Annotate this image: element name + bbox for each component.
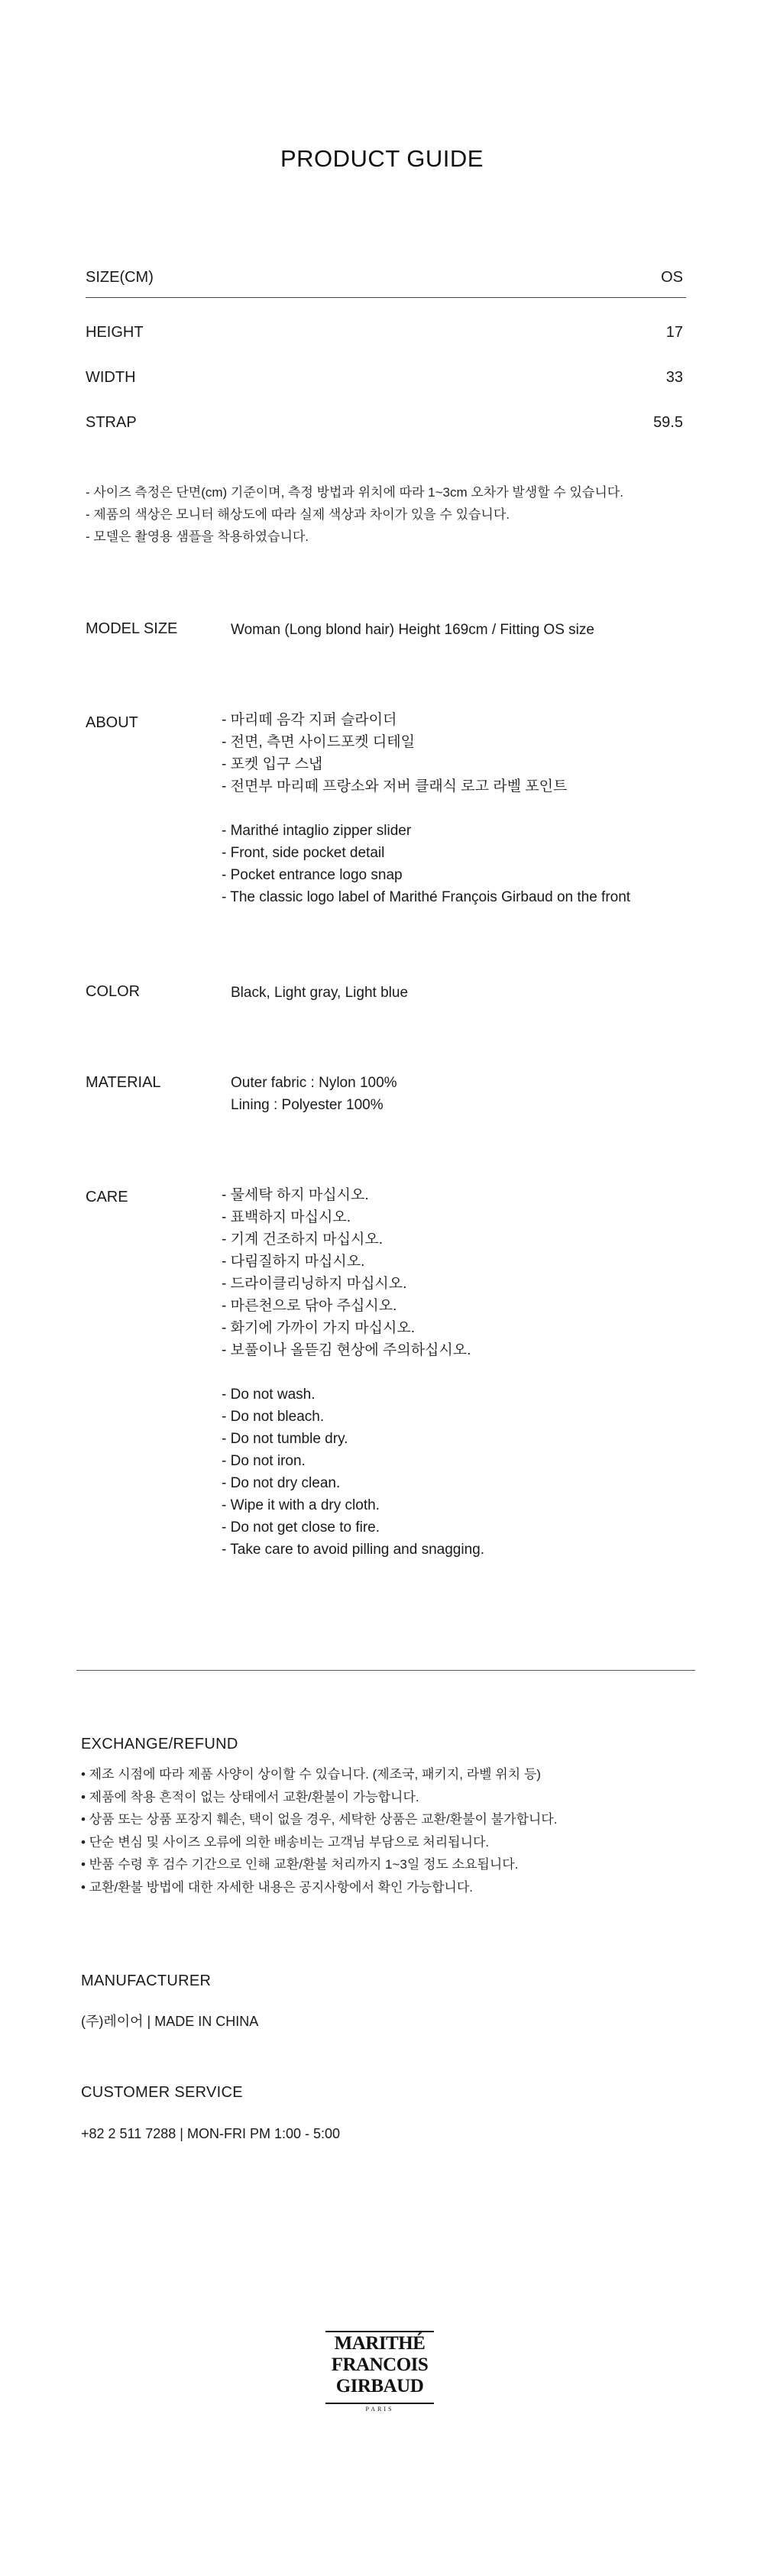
logo-line: MARITHÉ	[334, 2333, 426, 2354]
model-size-value: Woman (Long blond hair) Height 169cm / Fitting OS size	[231, 622, 594, 638]
about-item: - 전면부 마리떼 프랑소와 저버 클래식 로고 라벨 포인트	[222, 778, 568, 794]
material-label: MATERIAL	[86, 1074, 161, 1091]
care-item: - Do not iron.	[222, 1453, 306, 1469]
about-item: - Pocket entrance logo snap	[222, 867, 403, 883]
size-header-label: SIZE(CM)	[86, 269, 154, 286]
exchange-title: EXCHANGE/REFUND	[81, 1736, 238, 1752]
size-notes	[86, 481, 697, 548]
logo-line: FRANCOIS	[331, 2354, 429, 2375]
care-label: CARE	[86, 1189, 128, 1205]
size-row-value: 33	[665, 369, 683, 386]
material-line: Outer fabric : Nylon 100%	[231, 1075, 397, 1091]
about-label: ABOUT	[86, 714, 138, 731]
care-item: - 드라이클리닝하지 마십시오.	[222, 1276, 407, 1292]
size-row-label: HEIGHT	[86, 324, 144, 341]
exchange-item: • 제품에 착용 흔적이 없는 상태에서 교환/환불이 가능합니다.	[81, 1789, 419, 1804]
manufacturer-title: MANUFACTURER	[81, 1972, 212, 1989]
note-line: - 제품의 색상은 모니터 해상도에 따라 실제 색상과 차이가 있을 수 있습니다.	[86, 507, 510, 522]
size-row-label: WIDTH	[86, 369, 136, 386]
manufacturer-value: (주)레이어 | MADE IN CHINA	[81, 2014, 259, 2029]
note-line: - 사이즈 측정은 단면(cm) 기준이며, 측정 방법과 위치에 따라 1~3cm 오차가 발생할 수 있습니다.	[86, 485, 623, 500]
about-list	[222, 709, 630, 908]
color-value: Black, Light gray, Light blue	[231, 985, 409, 1001]
exchange-item: • 제조 시점에 따라 제품 사양이 상이할 수 있습니다. (제조국, 패키지, 라벨 위치 등)	[81, 1767, 541, 1782]
exchange-item: • 반품 수령 후 검수 기간으로 인해 교환/환불 처리까지 1~3일 정도 소요됩니다.	[81, 1857, 519, 1872]
about-item: - Front, side pocket detail	[222, 845, 385, 861]
care-item: - 다림질하지 마십시오.	[222, 1254, 365, 1270]
section-divider	[76, 1670, 695, 1671]
size-row-label: STRAP	[86, 414, 137, 431]
customer-service-value: +82 2 511 7288 | MON-FRI PM 1:00 - 5:00	[81, 2126, 341, 2141]
care-item: - Do not dry clean.	[222, 1475, 341, 1491]
exchange-item: • 상품 또는 상품 포장지 훼손, 택이 없을 경우, 세탁한 상품은 교환/환불이 불가합니다.	[81, 1812, 558, 1827]
page-title: PRODUCT GUIDE	[280, 145, 484, 172]
care-list	[222, 1184, 484, 1561]
exchange-item: • 교환/환불 방법에 대한 자세한 내용은 공지사항에서 확인 가능합니다.	[81, 1879, 473, 1895]
care-item: - Do not tumble dry.	[222, 1431, 348, 1447]
size-row-value: 17	[665, 324, 683, 341]
about-item: - The classic logo label of Marithé François Girbaud on the front	[222, 889, 631, 905]
exchange-item: • 단순 변심 및 사이즈 오류에 의한 배송비는 고객님 부담으로 처리됩니다.	[81, 1834, 490, 1849]
care-item: - Wipe it with a dry cloth.	[222, 1497, 380, 1513]
about-item: - 마리떼 음각 지퍼 슬라이더	[222, 712, 397, 728]
care-item: - Take care to avoid pilling and snagging.	[222, 1542, 484, 1558]
size-header-value: OS	[661, 269, 683, 286]
care-item: - Do not bleach.	[222, 1409, 325, 1425]
brand-logo	[324, 2330, 435, 2416]
color-label: COLOR	[86, 983, 141, 1000]
material-line: Lining : Polyester 100%	[231, 1097, 384, 1113]
model-size-label: MODEL SIZE	[86, 620, 178, 637]
care-item: - 보풀이나 올뜯김 현상에 주의하십시오.	[222, 1342, 471, 1358]
care-item: - 표백하지 마십시오.	[222, 1209, 351, 1225]
care-item: - 화기에 가까이 가지 마십시오.	[222, 1320, 415, 1336]
about-item: - 포켓 입구 스냅	[222, 756, 323, 772]
customer-service-title: CUSTOMER SERVICE	[81, 2084, 243, 2101]
exchange-list	[81, 1763, 738, 1898]
material-list	[231, 1072, 397, 1116]
size-row-value: 59.5	[653, 414, 683, 431]
about-item: - Marithé intaglio zipper slider	[222, 823, 412, 839]
care-item: - 기계 건조하지 마십시오.	[222, 1231, 383, 1248]
care-item: - Do not wash.	[222, 1387, 316, 1403]
care-item: - 마른천으로 닦아 주십시오.	[222, 1298, 397, 1314]
logo-sub: PARIS	[365, 2406, 394, 2413]
size-table-divider	[86, 297, 686, 298]
care-item: - Do not get close to fire.	[222, 1519, 380, 1536]
note-line: - 모델은 촬영용 샘플을 착용하였습니다.	[86, 529, 309, 544]
care-item: - 물세탁 하지 마십시오.	[222, 1187, 369, 1203]
logo-line: GIRBAUD	[335, 2376, 424, 2396]
about-item: - 전면, 측면 사이드포켓 디테일	[222, 734, 415, 750]
